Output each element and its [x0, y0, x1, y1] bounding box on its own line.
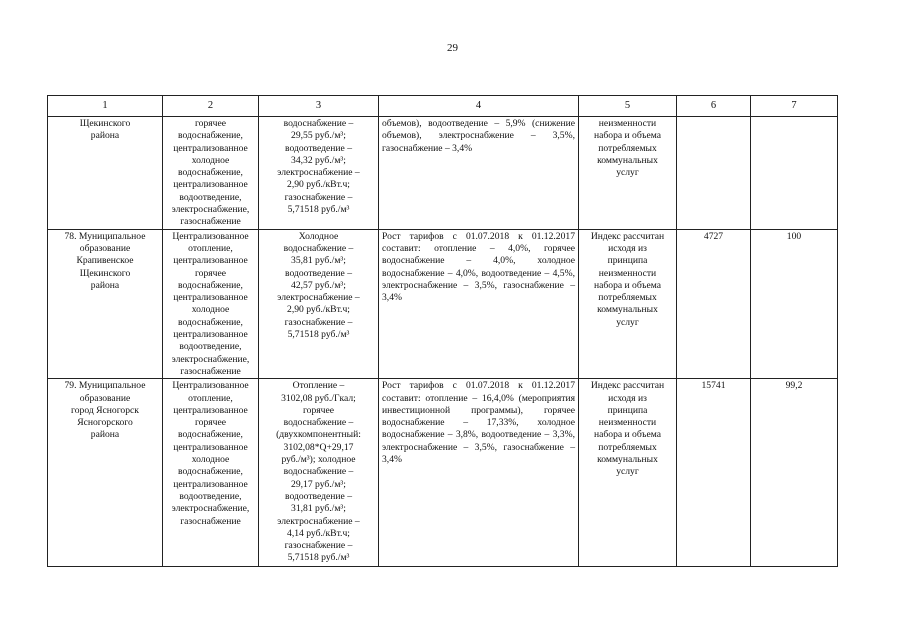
- index-basis-cell: неизменности набора и объема потребляемых коммунальных услуг: [579, 117, 677, 230]
- row-number: 79.: [64, 380, 77, 392]
- header-cell: 6: [677, 96, 751, 117]
- tariffs-cell: Холодное водоснабжение – 35,81 руб./м³; водоотведение – 42,57 руб./м³; электроснабжение – 2,90 руб./кВт.ч; газоснабжение – 5,71518 руб./м³: [259, 229, 379, 379]
- tariff-table: [47, 95, 838, 567]
- municipality-name: Муниципальное образование Крапивенское Щекинского района: [76, 230, 146, 291]
- table-row: [48, 229, 838, 379]
- header-cell: 1: [48, 96, 163, 117]
- table-row: [48, 379, 838, 567]
- header-cell: 4: [379, 96, 579, 117]
- index-basis-cell: Индекс рассчитан исходя из принципа неизменности набора и объема потребляемых коммунальных услуг: [579, 229, 677, 379]
- municipality-cell: [48, 379, 163, 567]
- population-cell: 15741: [677, 379, 751, 567]
- row-number: 78.: [64, 230, 77, 242]
- page-number: 29: [447, 42, 458, 54]
- header-cell: 5: [579, 96, 677, 117]
- population-cell: [677, 117, 751, 230]
- index-basis-cell: Индекс рассчитан исходя из принципа неизменности набора и объема потребляемых коммунальных услуг: [579, 379, 677, 567]
- municipality-cell: [48, 229, 163, 379]
- municipality-name: Муниципальное образование город Ясногорск Ясногорского района: [71, 380, 146, 441]
- share-cell: [751, 117, 838, 230]
- services-cell: горячее водоснабжение, централизованное холодное водоснабжение, централизованное водоотведение, электроснабжение, газоснабжение: [163, 117, 259, 230]
- share-cell: 100: [751, 229, 838, 379]
- growth-cell: Рост тарифов с 01.07.2018 к 01.12.2017 составит: отопление – 16,4,0% (мероприятия инвестиционной программы), горячее водоснабжение – 17,33%, холодное водоснабжение – 3,8%, водоотведение – 3,3%, электроснабжение – 3,5%, газоснабжение – 3,4%: [379, 379, 579, 567]
- tariffs-cell: водоснабжение – 29,55 руб./м³; водоотведение – 34,32 руб./м³; электроснабжение – 2,90 руб./кВт.ч; газоснабжение – 5,71518 руб./м³: [259, 117, 379, 230]
- header-cell: 2: [163, 96, 259, 117]
- header-cell: 3: [259, 96, 379, 117]
- population-cell: 4727: [677, 229, 751, 379]
- growth-cell: Рост тарифов с 01.07.2018 к 01.12.2017 составит: отопление – 4,0%, горячее водоснабжение – 4,0%, холодное водоснабжение – 4,0%, водоотведение – 4,5%, электроснабжение – 3,5%, газоснабжение – 3,4%: [379, 229, 579, 379]
- growth-cell: объемов), водоотведение – 5,9% (снижение объемов), электроснабжение – 3,5%, газоснабжение – 3,4%: [379, 117, 579, 230]
- services-cell: Централизованное отопление, централизованное горячее водоснабжение, централизованное холодное водоснабжение, централизованное водоотведение, электроснабжение, газоснабжение: [163, 379, 259, 567]
- header-row: [48, 96, 838, 117]
- share-cell: 99,2: [751, 379, 838, 567]
- services-cell: Централизованное отопление, централизованное горячее водоснабжение, централизованное холодное водоснабжение, централизованное водоотведение, электроснабжение, газоснабжение: [163, 229, 259, 379]
- tariffs-cell: Отопление – 3102,08 руб./Гкал; горячее водоснабжение – (двухкомпонентный: 3102,08*Q+29,17 руб./м³); холодное водоснабжение – 29,17 руб./м³; водоотведение – 31,81 руб./м³; электроснабжение – 4,14 руб./кВт.ч; газоснабжение – 5,71518 руб./м³: [259, 379, 379, 567]
- table-row-continued: [48, 117, 838, 230]
- municipality-cell: Щекинского района: [48, 117, 163, 230]
- header-cell: 7: [751, 96, 838, 117]
